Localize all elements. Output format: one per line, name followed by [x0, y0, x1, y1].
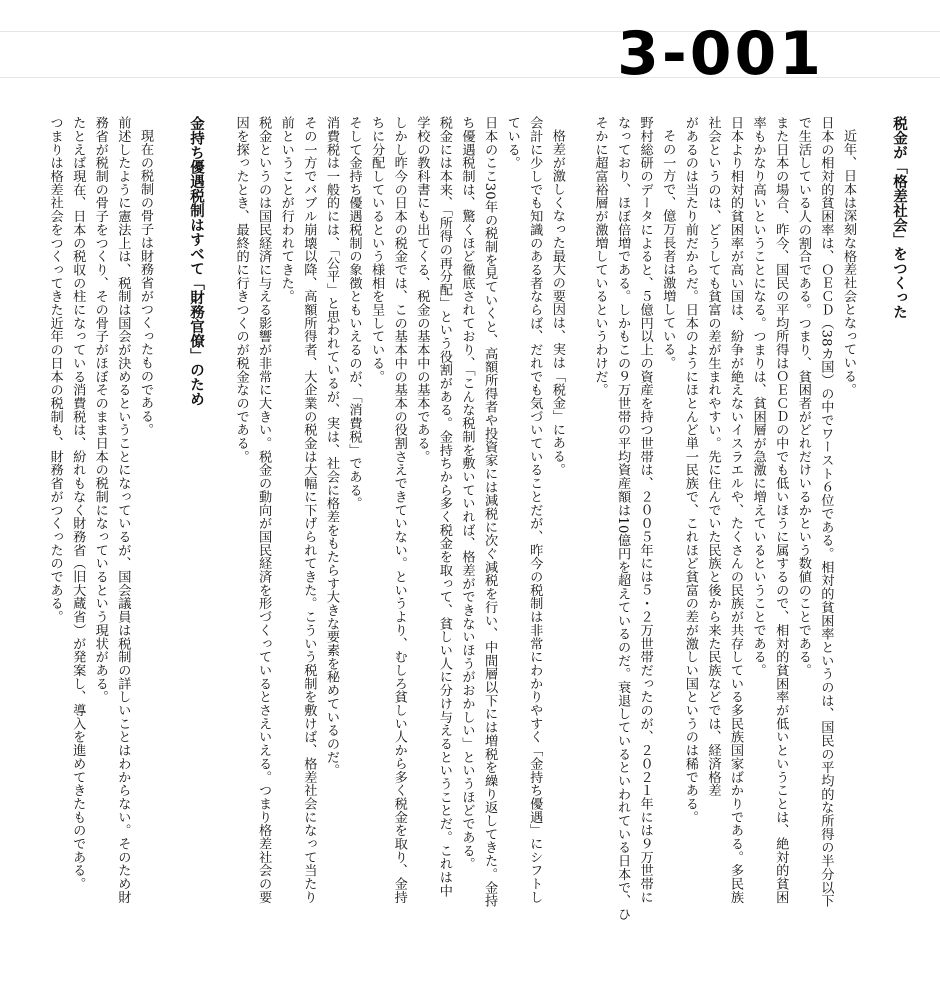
paragraph-finance-ministry: 現在の税制の骨子は財務省がつくったものである。 前述したように憲法上は、税制は国会が決めるということになっているが、国会議員は税制の詳しいことはわからない。そのため財 務省が税制の骨子をつくり、その骨子がほぼそのまま日本の税制になっているという現状がある。 たとえば現在、日本の税収の柱になっている消費税は、紛れもなく財務省（旧大蔵省）が発案し、導入を進めてきたものである。 つまりは格差社会をつくってきた近年の日本の税制も、財務省がつくったのである。: [47, 116, 153, 904]
paragraph-poverty-rate: 近年、日本は深刻な格差社会となっている。 日本の相対的貧困率は、ＯＥＣＤ（38カ国）の中でワースト６位である。相対的貧困率というのは、国民の平均的な所得の半分以下 で生活している人の割合である。つまり、貧困者がどれだけいるかという数値のことである。 また日本の場合、昨今、国民の平均所得はＯＥＣＤの中でも低いほうに属するので、相対的貧困率が低いということは、絶対的貧困 率もかなり高いということになる。つまりは、貧困層が急激に増えているということである。 日本より相対的貧困率が高い国は、紛争が絶えないイスラエルや、たくさんの民族が共存している多民族国家ばかりである。多民族 社会というのは、どうしても貧富の差が生まれやすい。先に住んでいた民族と後から来た民族などでは、経済格差 があるのは当たり前だからだ。日本のようにほとんど単一民族で、これほど貧富の差が激しい国というのは稀である。: [682, 116, 856, 908]
page-number: 3-001: [617, 19, 824, 89]
paragraph-tax-cause: 格差が激しくなった最大の要因は、実は「税金」にある。 会計に少しでも知識のある者ならば、だれでも気づいていることだが、昨今の税制は非常にわかりやすく「金持ち優遇」にシフトし ている。 日本のここ30年の税制を見ていくと、高額所得者や投資家には減税に次ぐ減税を行い、中間層以下には増税を繰り返してきた。金持 ち優遇税制は、驚くほど徹底されており、「こんな税制を敷いていれば、格差ができないほうがおかしい」というほどである。 税金には本来、「所得の再分配」という役割がある。金持ちから多く税金を取って、貧しい人に分け与えるということだ。これは中 学校の教科書にも出てくる、税金の基本中の基本である。 しかし昨今の日本の税金では、この基本中の基本の役割さえできていない。というより、むしろ貧しい人から多く税金を取り、金持 ちに分配しているという様相を呈している。 そして金持ち優遇税制の象徴ともいえるのが、「消費税」である。 消費税は一般的には、「公平」と思われているが、実は、社会に格差をもたらす大きな要素を秘めているのだ。 その一方でバブル崩壊以降、高額所得者、大企業の税金は大幅に下げられてきた。こういう税制を敷けば、格差社会になって当たり 前ということが行われてきた。 税金というのは国民経済に与える影響が非常に大きい。税金の動向が国民経済を形づくっているとさえいえる。つまり格差社会の要 因を探ったとき、最終的に行きつくのが税金なのである。: [233, 116, 565, 908]
vertical-body-text: [30, 116, 910, 986]
paragraph-millionaires: その一方で、億万長者は激増している。 野村総研のデータによると、５億円以上の資産を持つ世帯は、２００５年には５・２万世帯だったのが、２０２１年には９万世帯に なっており、ほぼ倍増である。しかもこの９万世帯の平均資産額は10億円を超えているのだ。衰退しているといわれている日本で、ひ そかに超富裕層が激増しているというわけだ。: [592, 116, 676, 921]
section-heading-finance-bureaucrats: 金持ち優遇税制はすべて「財務官僚」のため: [187, 116, 204, 406]
section-heading-tax-inequality: 税金が「格差社会」をつくった: [891, 116, 907, 319]
